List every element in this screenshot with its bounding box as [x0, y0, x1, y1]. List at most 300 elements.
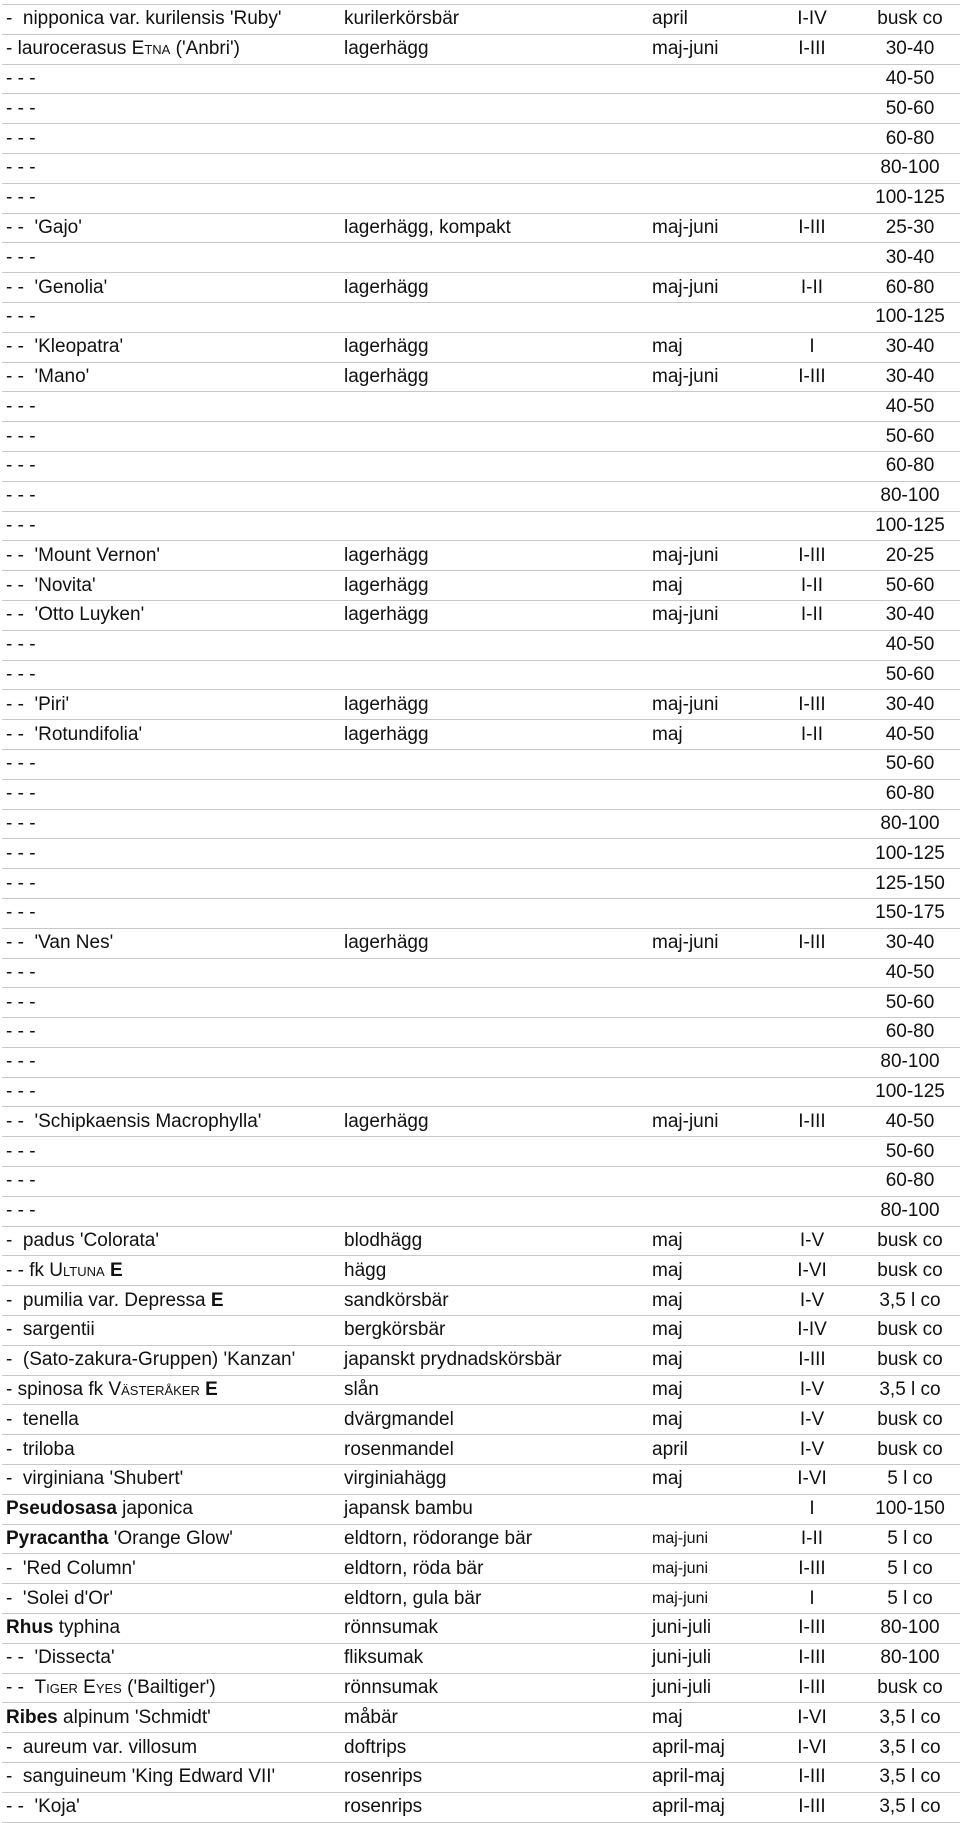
- plant-name-text: - - -: [6, 395, 36, 417]
- plant-name-text: - - -: [6, 187, 36, 209]
- bloom-month-cell: [648, 1018, 766, 1048]
- plant-name-text: - - -: [6, 1140, 36, 1162]
- common-name-cell: [340, 511, 648, 541]
- plant-name-cell: [2, 1614, 340, 1644]
- table-row: [2, 839, 960, 869]
- hardiness-zone-cell: I-III: [766, 1763, 858, 1793]
- plant-name-text: - - fk: [6, 1259, 50, 1281]
- bloom-month-cell: maj: [648, 571, 766, 601]
- plant-name-cell: [2, 1435, 340, 1465]
- bloom-month-cell: maj-juni: [648, 1584, 766, 1614]
- hardiness-zone-cell: [766, 451, 858, 481]
- plant-name-text: - - -: [6, 306, 36, 328]
- common-name-cell: bergkörsbär: [340, 1316, 648, 1346]
- hardiness-zone-cell: I-II: [766, 1524, 858, 1554]
- bloom-month-cell: [648, 124, 766, 154]
- plant-name-cell: [2, 1733, 340, 1763]
- plant-name-text: 'Orange Glow': [108, 1528, 233, 1550]
- plant-name-cell: [2, 94, 340, 124]
- plant-name-text: - virginiana 'Shubert': [6, 1468, 184, 1490]
- table-row: [2, 928, 960, 958]
- plant-size-cell: 50-60: [858, 1137, 960, 1167]
- common-name-cell: eldtorn, gula bär: [340, 1584, 648, 1614]
- plant-size-cell: 40-50: [858, 64, 960, 94]
- plant-name-text: - - -: [6, 991, 36, 1013]
- bloom-month-cell: [648, 511, 766, 541]
- bloom-month-cell: maj-juni: [648, 362, 766, 392]
- hardiness-zone-cell: I-II: [766, 571, 858, 601]
- plant-size-cell: busk co: [858, 1316, 960, 1346]
- common-name-cell: [340, 243, 648, 273]
- bloom-month-cell: maj-juni: [648, 34, 766, 64]
- plant-table: [2, 4, 960, 1823]
- plant-name-cell: [2, 779, 340, 809]
- plant-size-cell: 150-175: [858, 898, 960, 928]
- hardiness-zone-cell: [766, 958, 858, 988]
- hardiness-zone-cell: I-V: [766, 1435, 858, 1465]
- table-row: [2, 749, 960, 779]
- plant-name-cell: [2, 362, 340, 392]
- common-name-cell: [340, 481, 648, 511]
- hardiness-zone-cell: I-III: [766, 362, 858, 392]
- plant-name-text: - - -: [6, 455, 36, 477]
- genus-name: Ribes: [6, 1706, 58, 1728]
- hardiness-zone-cell: I-III: [766, 1643, 858, 1673]
- bloom-month-cell: [648, 749, 766, 779]
- hardiness-zone-cell: [766, 302, 858, 332]
- plant-size-cell: 80-100: [858, 1643, 960, 1673]
- plant-name-cell: [2, 1405, 340, 1435]
- plant-name-text: - triloba: [6, 1438, 75, 1460]
- common-name-cell: [340, 1196, 648, 1226]
- plant-name-cell: [2, 1256, 340, 1286]
- table-row: [2, 1673, 960, 1703]
- table-row: [2, 1554, 960, 1584]
- plant-name-cell: [2, 958, 340, 988]
- plant-name-cell: [2, 928, 340, 958]
- plant-name-cell: [2, 690, 340, 720]
- plant-name-cell: [2, 1137, 340, 1167]
- table-row: [2, 5, 960, 35]
- hardiness-zone-cell: I: [766, 332, 858, 362]
- hardiness-zone-cell: [766, 64, 858, 94]
- hardiness-zone-cell: I-V: [766, 1405, 858, 1435]
- genus-name: Rhus: [6, 1617, 54, 1639]
- plant-name-text: - - -: [6, 1081, 36, 1103]
- plant-size-cell: 80-100: [858, 481, 960, 511]
- plant-name-text: - - 'Kleopatra': [6, 336, 124, 358]
- plant-size-cell: 3,5 l co: [858, 1375, 960, 1405]
- plant-name-text: - nipponica var. kurilensis 'Ruby': [6, 8, 282, 30]
- common-name-cell: lagerhägg: [340, 928, 648, 958]
- plant-size-cell: busk co: [858, 1345, 960, 1375]
- plant-size-cell: 60-80: [858, 451, 960, 481]
- plant-name-cell: [2, 1018, 340, 1048]
- plant-size-cell: 40-50: [858, 630, 960, 660]
- plant-name-text: - aureum var. villosum: [6, 1736, 198, 1758]
- plant-size-cell: 100-125: [858, 511, 960, 541]
- plant-name-cell: [2, 422, 340, 452]
- plant-size-cell: 50-60: [858, 422, 960, 452]
- plant-size-cell: 30-40: [858, 332, 960, 362]
- bloom-month-cell: april: [648, 1435, 766, 1465]
- bloom-month-cell: maj: [648, 1345, 766, 1375]
- bloom-month-cell: maj-juni: [648, 928, 766, 958]
- bloom-month-cell: [648, 809, 766, 839]
- table-row: [2, 1703, 960, 1733]
- plant-name-text: - - 'Gajo': [6, 216, 82, 238]
- hardiness-zone-cell: [766, 124, 858, 154]
- plant-name-cell: [2, 451, 340, 481]
- hardiness-zone-cell: [766, 243, 858, 273]
- hardiness-zone-cell: [766, 839, 858, 869]
- plant-name-text: - - -: [6, 1200, 36, 1222]
- plant-size-cell: 40-50: [858, 1107, 960, 1137]
- plant-size-cell: 3,5 l co: [858, 1286, 960, 1316]
- plant-size-cell: busk co: [858, 1435, 960, 1465]
- bloom-month-cell: juni-juli: [648, 1643, 766, 1673]
- plant-name-cell: [2, 213, 340, 243]
- bloom-month-cell: maj-juni: [648, 1107, 766, 1137]
- plant-name-text: - - -: [6, 872, 36, 894]
- common-name-cell: japanskt prydnadskörsbär: [340, 1345, 648, 1375]
- plant-name-cell: [2, 1167, 340, 1197]
- hardiness-zone-cell: I: [766, 1584, 858, 1614]
- plant-name-cell: [2, 5, 340, 35]
- table-row: [2, 988, 960, 1018]
- bloom-month-cell: [648, 988, 766, 1018]
- bloom-month-cell: [648, 958, 766, 988]
- bloom-month-cell: [648, 779, 766, 809]
- plant-size-cell: 125-150: [858, 869, 960, 899]
- bloom-month-cell: juni-juli: [648, 1614, 766, 1644]
- bloom-month-cell: maj-juni: [648, 541, 766, 571]
- hardiness-zone-cell: I-VI: [766, 1465, 858, 1495]
- common-name-cell: virginiahägg: [340, 1465, 648, 1495]
- bloom-month-cell: maj: [648, 332, 766, 362]
- hardiness-zone-cell: [766, 1137, 858, 1167]
- table-row: [2, 511, 960, 541]
- bloom-month-cell: april-maj: [648, 1733, 766, 1763]
- plant-size-cell: 60-80: [858, 124, 960, 154]
- common-name-cell: dvärgmandel: [340, 1405, 648, 1435]
- common-name-cell: blodhägg: [340, 1226, 648, 1256]
- plant-name-cell: [2, 392, 340, 422]
- plant-size-cell: 3,5 l co: [858, 1763, 960, 1793]
- table-row: [2, 1614, 960, 1644]
- hardiness-zone-cell: [766, 779, 858, 809]
- table-row: [2, 1792, 960, 1822]
- plant-name-cell: [2, 720, 340, 750]
- common-name-cell: rönnsumak: [340, 1673, 648, 1703]
- plant-size-cell: 80-100: [858, 809, 960, 839]
- bloom-month-cell: [648, 1196, 766, 1226]
- hardiness-zone-cell: [766, 660, 858, 690]
- plant-name-text: - - 'Novita': [6, 574, 96, 596]
- bloom-month-cell: [648, 660, 766, 690]
- trade-name: Ultuna: [49, 1259, 105, 1281]
- table-row: [2, 183, 960, 213]
- table-row: [2, 1256, 960, 1286]
- hardiness-zone-cell: I-III: [766, 1107, 858, 1137]
- plant-name-text: - - 'Schipkaensis Macrophylla': [6, 1110, 262, 1132]
- plant-name-cell: [2, 1792, 340, 1822]
- plant-size-cell: 100-125: [858, 183, 960, 213]
- plant-size-cell: 30-40: [858, 600, 960, 630]
- common-name-cell: [340, 1047, 648, 1077]
- plant-name-text: ('Anbri'): [170, 38, 240, 60]
- table-row: [2, 1405, 960, 1435]
- table-row: [2, 720, 960, 750]
- hardiness-zone-cell: [766, 749, 858, 779]
- genus-name: E: [205, 1379, 218, 1401]
- bloom-month-cell: [648, 153, 766, 183]
- hardiness-zone-cell: [766, 183, 858, 213]
- plant-name-text: - spinosa fk: [6, 1379, 109, 1401]
- plant-name-text: - - -: [6, 634, 36, 656]
- table-row: [2, 451, 960, 481]
- common-name-cell: rönnsumak: [340, 1614, 648, 1644]
- plant-name-cell: [2, 1286, 340, 1316]
- plant-size-cell: 100-125: [858, 1077, 960, 1107]
- plant-name-cell: [2, 183, 340, 213]
- plant-name-text: - laurocerasus: [6, 38, 132, 60]
- table-row: [2, 869, 960, 899]
- table-row: [2, 243, 960, 273]
- bloom-month-cell: maj: [648, 1405, 766, 1435]
- table-row: [2, 34, 960, 64]
- plant-name-text: - - -: [6, 67, 36, 89]
- hardiness-zone-cell: [766, 153, 858, 183]
- plant-name-text: - - -: [6, 246, 36, 268]
- plant-name-cell: [2, 571, 340, 601]
- hardiness-zone-cell: [766, 1047, 858, 1077]
- plant-name-text: - sanguineum 'King Edward VII': [6, 1766, 276, 1788]
- common-name-cell: [340, 869, 648, 899]
- bloom-month-cell: juni-juli: [648, 1673, 766, 1703]
- table-row: [2, 302, 960, 332]
- table-row: [2, 1465, 960, 1495]
- hardiness-zone-cell: [766, 1196, 858, 1226]
- plant-name-cell: [2, 1107, 340, 1137]
- plant-name-text: - - -: [6, 514, 36, 536]
- common-name-cell: [340, 124, 648, 154]
- plant-name-cell: [2, 302, 340, 332]
- hardiness-zone-cell: I-III: [766, 1345, 858, 1375]
- common-name-cell: lagerhägg, kompakt: [340, 213, 648, 243]
- common-name-cell: sandkörsbär: [340, 1286, 648, 1316]
- common-name-cell: lagerhägg: [340, 332, 648, 362]
- hardiness-zone-cell: I-V: [766, 1226, 858, 1256]
- common-name-cell: hägg: [340, 1256, 648, 1286]
- plant-name-cell: [2, 1643, 340, 1673]
- plant-size-cell: 100-125: [858, 302, 960, 332]
- plant-name-cell: [2, 898, 340, 928]
- common-name-cell: [340, 898, 648, 928]
- trade-name: Västeråker: [108, 1379, 200, 1401]
- common-name-cell: [340, 958, 648, 988]
- hardiness-zone-cell: [766, 809, 858, 839]
- plant-name-text: typhina: [53, 1617, 121, 1639]
- hardiness-zone-cell: I-V: [766, 1286, 858, 1316]
- plant-name-text: - (Sato-zakura-Gruppen) 'Kanzan': [6, 1349, 296, 1371]
- plant-name-cell: [2, 630, 340, 660]
- table-row: [2, 273, 960, 303]
- bloom-month-cell: maj-juni: [648, 1554, 766, 1584]
- plant-name-text: - - -: [6, 485, 36, 507]
- bloom-month-cell: maj-juni: [648, 600, 766, 630]
- hardiness-zone-cell: [766, 511, 858, 541]
- hardiness-zone-cell: I-III: [766, 1614, 858, 1644]
- table-row: [2, 1584, 960, 1614]
- hardiness-zone-cell: I-VI: [766, 1703, 858, 1733]
- plant-name-text: - - -: [6, 1051, 36, 1073]
- plant-table-body: [2, 5, 960, 1823]
- plant-name-text: - - -: [6, 812, 36, 834]
- plant-size-cell: 5 l co: [858, 1554, 960, 1584]
- plant-size-cell: 50-60: [858, 94, 960, 124]
- table-row: [2, 1345, 960, 1375]
- plant-name-cell: [2, 243, 340, 273]
- plant-name-cell: [2, 1584, 340, 1614]
- common-name-cell: [340, 94, 648, 124]
- plant-name-text: - sargentii: [6, 1319, 95, 1341]
- plant-size-cell: 3,5 l co: [858, 1703, 960, 1733]
- hardiness-zone-cell: I-IV: [766, 5, 858, 35]
- plant-name-cell: [2, 153, 340, 183]
- plant-name-cell: [2, 34, 340, 64]
- bloom-month-cell: [648, 1137, 766, 1167]
- plant-size-cell: 40-50: [858, 392, 960, 422]
- common-name-cell: fliksumak: [340, 1643, 648, 1673]
- plant-size-cell: busk co: [858, 1226, 960, 1256]
- plant-name-text: - - -: [6, 1021, 36, 1043]
- hardiness-zone-cell: I-IV: [766, 1316, 858, 1346]
- plant-size-cell: busk co: [858, 5, 960, 35]
- hardiness-zone-cell: I: [766, 1494, 858, 1524]
- plant-name-cell: [2, 660, 340, 690]
- bloom-month-cell: maj: [648, 720, 766, 750]
- common-name-cell: [340, 302, 648, 332]
- plant-size-cell: 80-100: [858, 1196, 960, 1226]
- table-row: [2, 1494, 960, 1524]
- plant-name-text: - - 'Otto Luyken': [6, 604, 145, 626]
- table-row: [2, 898, 960, 928]
- table-row: [2, 94, 960, 124]
- common-name-cell: [340, 183, 648, 213]
- table-row: [2, 481, 960, 511]
- common-name-cell: lagerhägg: [340, 273, 648, 303]
- hardiness-zone-cell: I-III: [766, 34, 858, 64]
- common-name-cell: lagerhägg: [340, 34, 648, 64]
- bloom-month-cell: [648, 1077, 766, 1107]
- plant-name-cell: [2, 1375, 340, 1405]
- plant-size-cell: 100-125: [858, 839, 960, 869]
- table-row: [2, 809, 960, 839]
- plant-name-text: - padus 'Colorata': [6, 1230, 160, 1252]
- plant-size-cell: 5 l co: [858, 1584, 960, 1614]
- common-name-cell: [340, 988, 648, 1018]
- table-row: [2, 1733, 960, 1763]
- common-name-cell: kurilerkörsbär: [340, 5, 648, 35]
- plant-name-text: - - 'Koja': [6, 1796, 80, 1818]
- bloom-month-cell: maj: [648, 1316, 766, 1346]
- bloom-month-cell: [648, 1167, 766, 1197]
- common-name-cell: [340, 1018, 648, 1048]
- plant-size-cell: 30-40: [858, 243, 960, 273]
- common-name-cell: [340, 422, 648, 452]
- plant-size-cell: 3,5 l co: [858, 1792, 960, 1822]
- plant-name-cell: [2, 749, 340, 779]
- table-row: [2, 1524, 960, 1554]
- bloom-month-cell: maj-juni: [648, 1524, 766, 1554]
- plant-size-cell: 50-60: [858, 749, 960, 779]
- hardiness-zone-cell: I-III: [766, 1792, 858, 1822]
- table-row: [2, 541, 960, 571]
- plant-name-text: - - -: [6, 842, 36, 864]
- common-name-cell: [340, 64, 648, 94]
- common-name-cell: lagerhägg: [340, 1107, 648, 1137]
- common-name-cell: [340, 839, 648, 869]
- common-name-cell: eldtorn, röda bär: [340, 1554, 648, 1584]
- plant-name-text: - - -: [6, 1170, 36, 1192]
- plant-name-cell: [2, 1554, 340, 1584]
- plant-size-cell: 20-25: [858, 541, 960, 571]
- common-name-cell: [340, 749, 648, 779]
- plant-size-cell: 80-100: [858, 1614, 960, 1644]
- bloom-month-cell: maj: [648, 1703, 766, 1733]
- common-name-cell: rosenmandel: [340, 1435, 648, 1465]
- plant-name-cell: [2, 481, 340, 511]
- bloom-month-cell: [648, 183, 766, 213]
- hardiness-zone-cell: [766, 422, 858, 452]
- common-name-cell: slån: [340, 1375, 648, 1405]
- plant-size-cell: 100-150: [858, 1494, 960, 1524]
- plant-name-cell: [2, 511, 340, 541]
- plant-name-text: - - 'Rotundifolia': [6, 723, 143, 745]
- genus-name: Pyracantha: [6, 1528, 109, 1550]
- bloom-month-cell: [648, 1047, 766, 1077]
- hardiness-zone-cell: I-VI: [766, 1733, 858, 1763]
- plant-size-cell: 50-60: [858, 660, 960, 690]
- hardiness-zone-cell: I-III: [766, 541, 858, 571]
- table-row: [2, 1107, 960, 1137]
- plant-name-cell: [2, 1494, 340, 1524]
- plant-name-text: - - -: [6, 902, 36, 924]
- plant-name-text: - - -: [6, 783, 36, 805]
- table-row: [2, 690, 960, 720]
- plant-size-cell: 3,5 l co: [858, 1733, 960, 1763]
- table-row: [2, 600, 960, 630]
- plant-name-cell: [2, 1316, 340, 1346]
- trade-name: Tiger Eyes: [34, 1677, 122, 1699]
- plant-name-cell: [2, 1196, 340, 1226]
- common-name-cell: måbär: [340, 1703, 648, 1733]
- table-row: [2, 1167, 960, 1197]
- table-row: [2, 124, 960, 154]
- hardiness-zone-cell: I-III: [766, 213, 858, 243]
- common-name-cell: lagerhägg: [340, 362, 648, 392]
- bloom-month-cell: maj: [648, 1465, 766, 1495]
- hardiness-zone-cell: I-III: [766, 1554, 858, 1584]
- plant-name-text: - - -: [6, 127, 36, 149]
- bloom-month-cell: maj: [648, 1256, 766, 1286]
- plant-name-cell: [2, 988, 340, 1018]
- plant-name-text: - - -: [6, 753, 36, 775]
- table-row: [2, 1047, 960, 1077]
- plant-name-text: - - -: [6, 961, 36, 983]
- plant-size-cell: busk co: [858, 1673, 960, 1703]
